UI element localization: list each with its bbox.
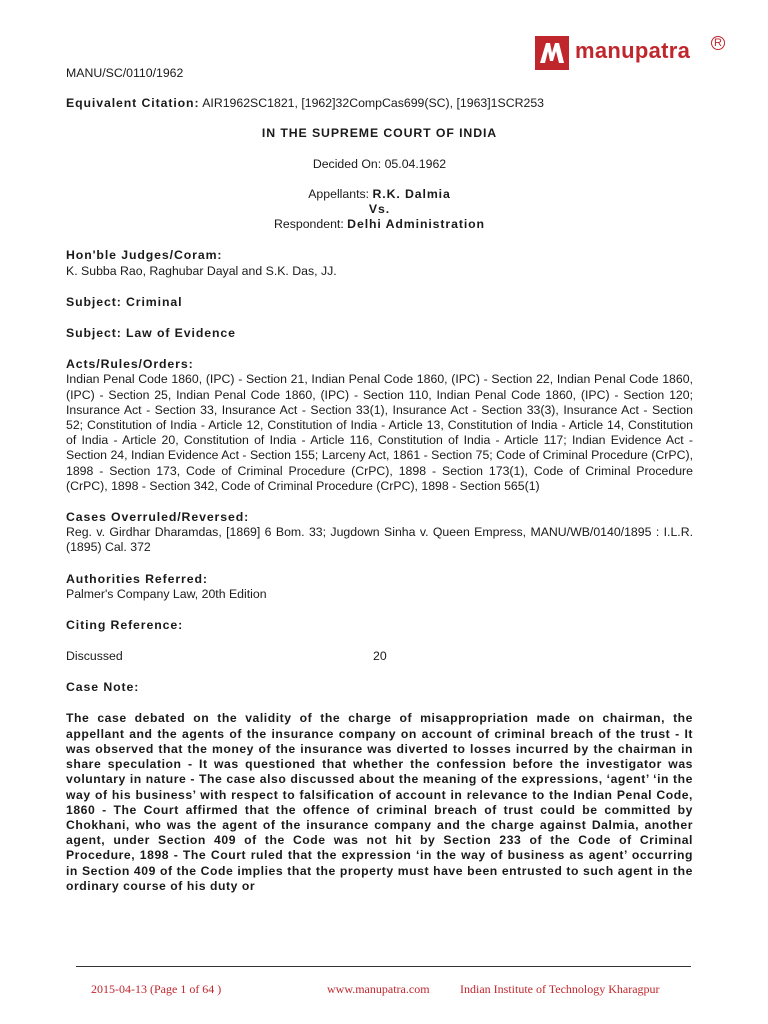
authorities-label: Authorities Referred: xyxy=(66,571,208,586)
subject-criminal: Subject: Criminal xyxy=(66,294,183,309)
footer-date-page: 2015-04-13 (Page 1 of 64 ) xyxy=(91,982,222,996)
manupatra-logo xyxy=(535,36,725,70)
appellants-value: R.K. Dalmia xyxy=(372,186,451,201)
judges-value: K. Subba Rao, Raghubar Dayal and S.K. Das, JJ. xyxy=(66,263,337,278)
case-note-label: Case Note: xyxy=(66,680,140,695)
footer-institute: Indian Institute of Technology Kharagpur xyxy=(460,982,660,996)
versus: Vs. xyxy=(368,202,391,217)
acts-label: Acts/Rules/Orders: xyxy=(66,357,194,372)
registered-mark: R xyxy=(711,36,725,50)
case-note-text: The case debated on the validity of the charge of misappropriation made on chairman, the appellant and the agents of the insurance company on account of criminal breach of the trust - It was observed that the money of the insurance was diverted to losses incurred by the chairman in share speculation - It was questioned that whether the confession before the investigator was voluntary in nature - The case also discussed about the meaning of the expressions, ‘agent’ ‘in the way of his business’ with respect to falsification of account in relevance to the Indian Penal Code, 1860 - The Court affirmed that the offence of criminal breach of trust could be committed by Chokhani, who was the agent of the insurance company and the charge against Dalmia, another agent, under Section 409 of the Code was not hit by Section 233 of the Code of Criminal Procedure, 1898 - The Court ruled that the expression ‘in the way of business as agent’ occurring in Section 409 of the Code implies that the property must have been entrusted to such agent in the ordinary course of his duty or xyxy=(66,711,693,893)
equivalent-citation xyxy=(66,96,693,111)
cases-overruled-label: Cases Overruled/Reversed: xyxy=(66,510,250,525)
cases-overruled-value: Reg. v. Girdhar Dharamdas, [1869] 6 Bom. 33; Jugdown Sinha v. Queen Empress, MANU/WB/0140/1895 : I.L.R. (1895) Cal. 372 xyxy=(66,525,693,555)
acts-value: Indian Penal Code 1860, (IPC) - Section 21, Indian Penal Code 1860, (IPC) - Section 22, Indian Penal Code 1860, (IPC) - Section 25, Indian Penal Code 1860, (IPC) - Section 110, Indian Penal Code 1860, (IPC) - Section 120; Insurance Act - Section 33, Insurance Act - Section 33(1), Insurance Act - Section 33(3), Insurance Act - Section 52; Constitution of India - Article 12, Constitution of India - Article 13, Constitution of India - Article 14, Constitution of India - Article 20, Constitution of India - Article 116, Constitution of India - Article 117; Indian Evidence Act - Section 24, Indian Evidence Act - Section 155; Larceny Act, 1861 - Section 75; Code of Criminal Procedure (CrPC), 1898 - Section 173, Code of Criminal Procedure (CrPC), 1898 - Section 173(1), Code of Criminal Procedure (CrPC), 1898 - Section 342, Code of Criminal Procedure (CrPC), 1898 - Section 565(1) xyxy=(66,372,693,493)
respondent-label: Respondent: xyxy=(274,217,348,232)
appellants xyxy=(66,187,693,202)
appellants-label: Appellants: xyxy=(308,186,373,201)
citing-count: 20 xyxy=(373,649,387,664)
respondent-value: Delhi Administration xyxy=(347,217,485,232)
equivalent-citation-value: AIR1962SC1821, [1962]32CompCas699(SC), [1963]1SCR253 xyxy=(199,96,544,111)
logo-wordmark: manupatra xyxy=(575,38,691,63)
subject-evidence: Subject: Law of Evidence xyxy=(66,326,236,341)
decided-on: Decided On: 05.04.1962 xyxy=(312,156,447,171)
citing-reference-label: Citing Reference: xyxy=(66,618,184,633)
footer-divider xyxy=(76,966,691,967)
authorities-value: Palmer's Company Law, 20th Edition xyxy=(66,586,267,601)
judges-label: Hon'ble Judges/Coram: xyxy=(66,248,223,263)
court-name: IN THE SUPREME COURT OF INDIA xyxy=(261,126,498,141)
footer-website: www.manupatra.com xyxy=(327,982,430,996)
equivalent-citation-label: Equivalent Citation: xyxy=(66,96,200,111)
citation-id: MANU/SC/0110/1962 xyxy=(66,66,184,80)
document-body xyxy=(66,66,693,894)
manupatra-logo-icon xyxy=(535,36,569,70)
citing-reference-row xyxy=(66,649,693,664)
citing-kind: Discussed xyxy=(66,649,123,664)
respondent xyxy=(66,217,693,232)
